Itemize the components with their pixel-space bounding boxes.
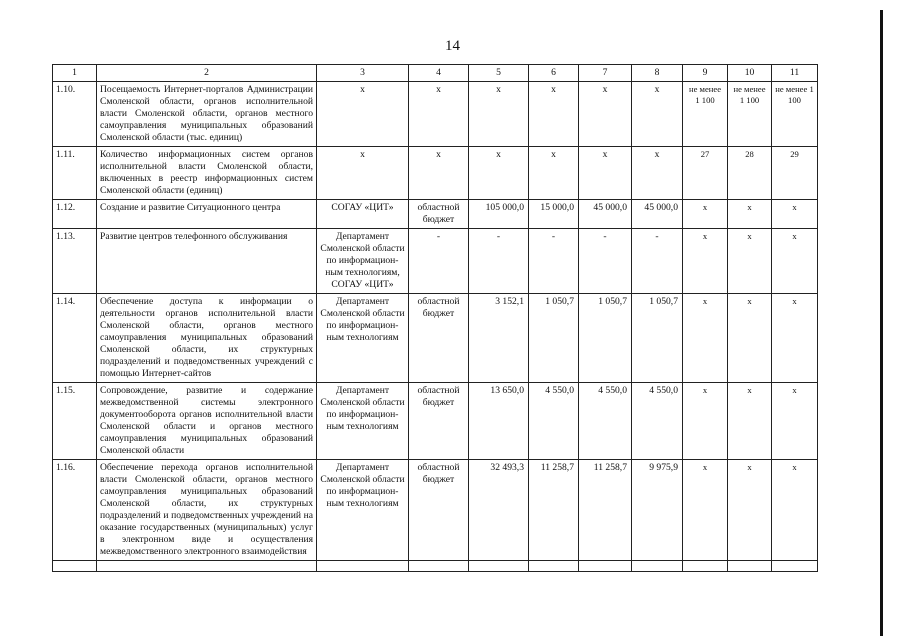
empty-cell xyxy=(632,561,683,572)
row-value-year2: 4 550,0 xyxy=(579,383,632,460)
row-value-year1: х xyxy=(529,147,579,200)
header-cell: 1 xyxy=(53,65,97,82)
table-bottom-row xyxy=(53,561,818,572)
row-value-year1: 15 000,0 xyxy=(529,200,579,229)
row-value-year3: 1 050,7 xyxy=(632,294,683,383)
row-indicator-year2: х xyxy=(728,460,772,561)
row-name: Сопровождение, развитие и содержание межведомственной системы электронного документооборота органов исполнительной власти Смоленской области и органов местного самоуправления муниципальных образований Смоленской области xyxy=(97,383,317,460)
row-indicator-year3: х xyxy=(772,229,818,294)
row-value-year1: - xyxy=(529,229,579,294)
table-row xyxy=(53,82,818,147)
table-row xyxy=(53,294,818,383)
page-edge-bar xyxy=(880,10,883,636)
row-indicator-year3: не менее 1 100 xyxy=(772,82,818,147)
row-executor: СОГАУ «ЦИТ» xyxy=(317,200,409,229)
table-row xyxy=(53,460,818,561)
row-number: 1.12. xyxy=(53,200,97,229)
row-value-total: - xyxy=(469,229,529,294)
header-row xyxy=(53,65,818,82)
row-number: 1.14. xyxy=(53,294,97,383)
empty-cell xyxy=(579,561,632,572)
row-value-total: 13 650,0 xyxy=(469,383,529,460)
header-cell: 7 xyxy=(579,65,632,82)
header-cell: 4 xyxy=(409,65,469,82)
row-value-total: 3 152,1 xyxy=(469,294,529,383)
header-cell: 3 xyxy=(317,65,409,82)
row-indicator-year3: х xyxy=(772,294,818,383)
row-indicator-year2: не менее 1 100 xyxy=(728,82,772,147)
table-row xyxy=(53,383,818,460)
empty-cell xyxy=(728,561,772,572)
row-value-total: х xyxy=(469,147,529,200)
empty-cell xyxy=(469,561,529,572)
row-indicator-year2: 28 xyxy=(728,147,772,200)
row-name: Обеспечение перехода органов исполнительной власти Смоленской области, органов местного самоуправления муниципальных образований Смоленской области, их структурных подразделений и подведомственных учреждений на оказание государственных (муниципальных) услуг в электронном виде и осуществления межведомственного электронного взаимодействия xyxy=(97,460,317,561)
row-value-year3: 9 975,9 xyxy=(632,460,683,561)
row-value-year2: х xyxy=(579,147,632,200)
row-value-year2: х xyxy=(579,82,632,147)
row-indicator-year3: 29 xyxy=(772,147,818,200)
row-funding-source: - xyxy=(409,229,469,294)
header-cell: 8 xyxy=(632,65,683,82)
header-cell: 9 xyxy=(683,65,728,82)
empty-cell xyxy=(772,561,818,572)
row-indicator-year2: х xyxy=(728,200,772,229)
row-name: Создание и развитие Ситуационного центра xyxy=(97,200,317,229)
row-value-year3: х xyxy=(632,147,683,200)
table-row xyxy=(53,200,818,229)
empty-cell xyxy=(317,561,409,572)
row-value-total: х xyxy=(469,82,529,147)
row-number: 1.11. xyxy=(53,147,97,200)
row-executor: х xyxy=(317,147,409,200)
table-row xyxy=(53,229,818,294)
row-funding-source: областной бюджет xyxy=(409,200,469,229)
row-name: Развитие центров телефонного обслуживания xyxy=(97,229,317,294)
row-indicator-year2: х xyxy=(728,229,772,294)
row-indicator-year1: х xyxy=(683,200,728,229)
row-value-year3: 45 000,0 xyxy=(632,200,683,229)
header-cell: 11 xyxy=(772,65,818,82)
row-number: 1.10. xyxy=(53,82,97,147)
row-indicator-year1: 27 xyxy=(683,147,728,200)
empty-cell xyxy=(53,561,97,572)
row-executor: Департамент Смоленской области по информацион-ным технологиям xyxy=(317,383,409,460)
row-indicator-year1: х xyxy=(683,383,728,460)
row-value-year1: х xyxy=(529,82,579,147)
row-executor: х xyxy=(317,82,409,147)
row-funding-source: х xyxy=(409,82,469,147)
row-number: 1.13. xyxy=(53,229,97,294)
row-value-year3: - xyxy=(632,229,683,294)
empty-cell xyxy=(529,561,579,572)
empty-cell xyxy=(97,561,317,572)
row-name: Обеспечение доступа к информации о деятельности органов исполнительной власти Смоленской области, органов местного самоуправления муниципальных образований Смоленской области, их структурных подразделений и подведомственных учреждений с помощью Интернет-сайтов xyxy=(97,294,317,383)
row-value-year2: 45 000,0 xyxy=(579,200,632,229)
row-indicator-year1: х xyxy=(683,294,728,383)
row-funding-source: х xyxy=(409,147,469,200)
row-value-year2: 11 258,7 xyxy=(579,460,632,561)
row-value-total: 105 000,0 xyxy=(469,200,529,229)
row-executor: Департамент Смоленской области по информацион-ным технологиям xyxy=(317,294,409,383)
row-value-year1: 4 550,0 xyxy=(529,383,579,460)
row-indicator-year1: х xyxy=(683,460,728,561)
row-value-year1: 11 258,7 xyxy=(529,460,579,561)
row-funding-source: областной бюджет xyxy=(409,383,469,460)
page-number: 14 xyxy=(445,38,460,54)
row-number: 1.15. xyxy=(53,383,97,460)
header-cell: 2 xyxy=(97,65,317,82)
row-executor: Департамент Смоленской области по информацион-ным технологиям, СОГАУ «ЦИТ» xyxy=(317,229,409,294)
row-value-year1: 1 050,7 xyxy=(529,294,579,383)
row-indicator-year3: х xyxy=(772,200,818,229)
table-row xyxy=(53,147,818,200)
row-executor: Департамент Смоленской области по информацион-ным технологиям xyxy=(317,460,409,561)
row-value-year3: 4 550,0 xyxy=(632,383,683,460)
row-indicator-year2: х xyxy=(728,383,772,460)
header-cell: 6 xyxy=(529,65,579,82)
row-indicator-year1: х xyxy=(683,229,728,294)
row-indicator-year2: х xyxy=(728,294,772,383)
row-number: 1.16. xyxy=(53,460,97,561)
row-value-year3: х xyxy=(632,82,683,147)
empty-cell xyxy=(409,561,469,572)
header-cell: 5 xyxy=(469,65,529,82)
row-value-year2: - xyxy=(579,229,632,294)
empty-cell xyxy=(683,561,728,572)
row-indicator-year1: не менее 1 100 xyxy=(683,82,728,147)
row-name: Посещаемость Интернет-порталов Администрации Смоленской области, органов исполнительной власти Смоленской области, органов местного самоуправления муниципальных образований Смоленской области (тыс. единиц) xyxy=(97,82,317,147)
row-value-year2: 1 050,7 xyxy=(579,294,632,383)
row-indicator-year3: х xyxy=(772,383,818,460)
program-table xyxy=(52,64,818,572)
header-cell: 10 xyxy=(728,65,772,82)
row-value-total: 32 493,3 xyxy=(469,460,529,561)
row-indicator-year3: х xyxy=(772,460,818,561)
row-name: Количество информационных систем органов исполнительной власти Смоленской области, включенных в реестр информационных систем Смоленской области (единиц) xyxy=(97,147,317,200)
row-funding-source: областной бюджет xyxy=(409,460,469,561)
row-funding-source: областной бюджет xyxy=(409,294,469,383)
